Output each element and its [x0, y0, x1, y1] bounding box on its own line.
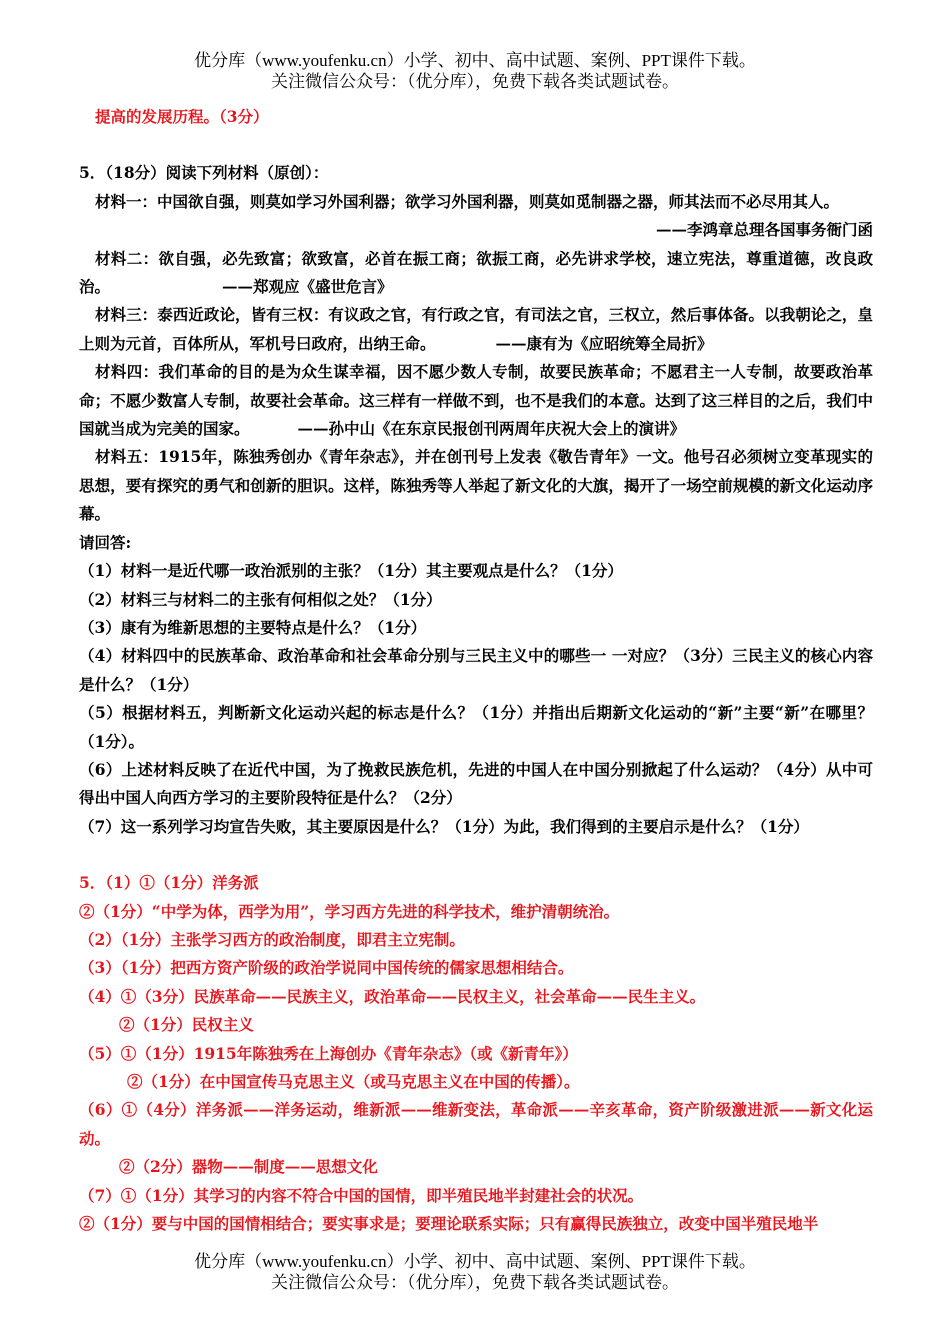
answer-7-part-1: （7）①（1分）其学习的内容不符合中国的国情，即半殖民地半封建社会的状况。: [79, 1185, 644, 1205]
material-2-source: ——郑观应《盛世危言》: [222, 277, 393, 297]
spacer: [79, 131, 873, 159]
answer-key: [79, 869, 873, 1238]
answer-6-part-2: ②（2分）器物——制度——思想文化: [119, 1157, 378, 1177]
sub-question-2: （2）材料三与材料二的主张有何相似之处？（1分）: [79, 589, 442, 609]
footer-line-2: 关注微信公众号：（优分库），免费下载各类试题试卷。: [271, 1273, 679, 1292]
material-1-source: ——李鸿章总理各国事务衙门函: [655, 220, 873, 240]
material-5: 材料五：1915年，陈独秀创办《青年杂志》，并在创刊号上发表《敬告青年》一文。他号召必须树立变革现实的思想，要有探究的勇气和创新的胆识。这样，陈独秀等人举起了新文化的大旗，揭开了一场空前规模的新文化运动序幕。: [79, 447, 873, 524]
sub-question-4: （4）材料四中的民族革命、政治革命和社会革命分别与三民主义中的哪些一 一对应？（3分）三民主义的核心内容是什么？（1分）: [79, 646, 873, 694]
answer-prompt: 请回答:: [79, 532, 132, 552]
material-3-text: 材料三：泰西近政论，皆有三权：有议政之官，有行政之官，有司法之官，三权立，然后事体备。以我朝论之，皇上则为元首，百体所从，军机号曰政府，出纳王命。: [79, 305, 873, 353]
material-1: 材料一：中国欲自强，则莫如学习外国利器；欲学习外国利器，则莫如觅制器之器，师其法而不必尽用其人。: [95, 191, 840, 211]
page-header: [0, 50, 950, 92]
document-body: [79, 103, 873, 1238]
material-4-source: ——孙中山《在东京民报创刊两周年庆祝大会上的演讲》: [297, 419, 686, 439]
answer-2: （2）（1分）主张学习西方的政治制度，即君主立宪制。: [79, 929, 465, 949]
header-line-2: 关注微信公众号：（优分库），免费下载各类试题试卷。: [271, 72, 679, 91]
answer-3: （3）（1分）把西方资产阶级的政治学说同中国传统的儒家思想相结合。: [79, 958, 574, 978]
material-3-source: ——康有为《应昭统筹全局折》: [495, 333, 713, 353]
footer-line-1: 优分库（www.youfenku.cn）小学、初中、高中试题、案例、PPT课件下载。: [194, 1252, 756, 1271]
answer-4-part-2: ②（1分）民权主义: [119, 1015, 254, 1035]
answer-1-part-1: 5．（1）①（1分）洋务派: [79, 873, 259, 893]
spacer: [79, 841, 873, 869]
answer-7-part-2: ②（1分）要与中国的国情相结合；要实事求是；要理论联系实际；只有赢得民族独立，改变中国半殖民地半: [79, 1214, 819, 1234]
material-4: [79, 358, 873, 443]
answer-1-part-2: ②（1分）“中学为体，西学为用”，学习西方先进的科学技术，维护清朝统治。: [79, 901, 620, 921]
header-line-1: 优分库（www.youfenku.cn）小学、初中、高中试题、案例、PPT课件下载。: [194, 51, 756, 70]
sub-question-1: （1）材料一是近代哪一政治派别的主张？（1分）其主要观点是什么？（1分）: [79, 561, 623, 581]
sub-question-3: （3）康有为维新思想的主要特点是什么？（1分）: [79, 617, 427, 637]
page-footer: [0, 1251, 950, 1293]
answer-4-part-1: （4）①（3分）民族革命——民族主义，政治革命——民权主义，社会革命——民生主义。: [79, 986, 706, 1006]
answer-5-part-1: （5）①（1分）1915年陈独秀在上海创办《青年杂志》（或《新青年》）: [79, 1043, 578, 1063]
answer-5-part-2: ②（1分）在中国宣传马克思主义（或马克思主义在中国的传播）。: [127, 1072, 580, 1091]
sub-question-7: （7）这一系列学习均宣告失败，其主要原因是什么？（1分）为此，我们得到的主要启示是什么？（1分）: [79, 816, 809, 836]
material-2: [79, 245, 873, 302]
sub-question-6: （6）上述材料反映了在近代中国，为了挽救民族危机，先进的中国人在中国分别掀起了什么运动？（4分）从中可得出中国人向西方学习的主要阶段特征是什么？（2分）: [79, 759, 873, 808]
previous-answer-tail: 提高的发展历程。（3分）: [95, 107, 269, 126]
material-2-text: 材料二：欲自强，必先致富；欲致富，必首在振工商；欲振工商，必先讲求学校，速立宪法，尊重道德，改良政治。: [79, 248, 873, 297]
question-title: 5．（18分）阅读下列材料（原创）：: [79, 163, 329, 183]
answer-6-part-1: （6）①（4分）洋务派——洋务运动，维新派——维新变法，革命派——辛亥革命，资产阶级激进派——新文化运动。: [79, 1100, 873, 1148]
material-3: [79, 301, 873, 358]
material-4-text: 材料四：我们革命的目的是为众生谋幸福，因不愿少数人专制，故要民族革命；不愿君主一人专制，故要政治革命；不愿少数富人专制，故要社会革命。这三样有一样做不到，也不是我们的本意。达到了这三样目的之后，我们中国就当成为完美的国家。: [79, 362, 873, 439]
sub-question-5: （5）根据材料五，判断新文化运动兴起的标志是什么？（1分）并指出后期新文化运动的“新”主要“新”在哪里？（1分）。: [79, 703, 873, 751]
